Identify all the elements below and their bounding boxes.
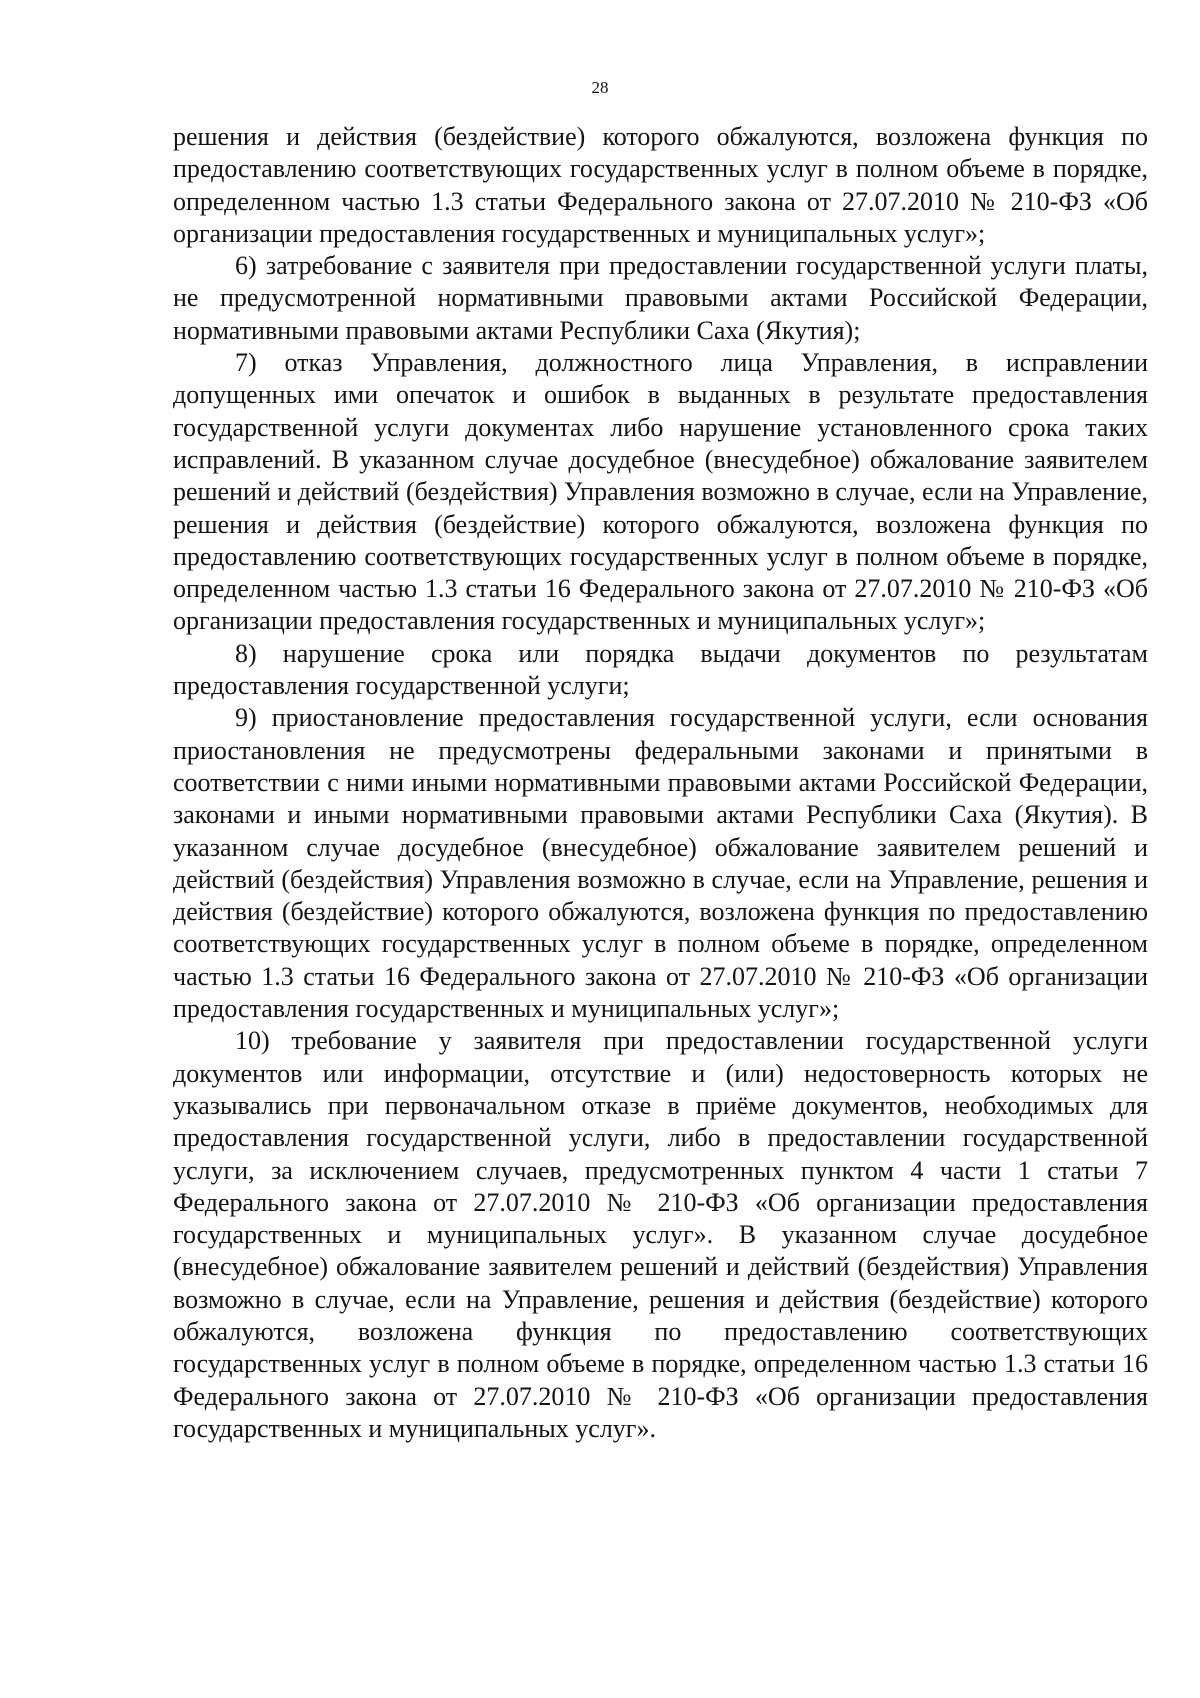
paragraph-item-10: 10) требование у заявителя при предоставлении государственной услуги документов или информации, отсутствие и (или) недостоверность которых не указывались при первоначальном отказе в приёме документов, необходимых для предоставления государственной услуги, либо в предоставлении государственной услуги, за исключением случаев, предусмотренных пунктом 4 части 1 статьи 7 Федерального закона от 27.07.2010 № 210-ФЗ «Об организации предоставления государственных и муниципальных услуг». В указанном случае досудебное (внесудебное) обжалование заявителем решений и действий (бездействия) Управления возможно в случае, если на Управление, решения и действия (бездействие) которого обжалуются, возложена функция по предоставлению соответствующих государственных услуг в полном объеме в порядке, определенном частью 1.3 статьи 16 Федерального закона от 27.07.2010 № 210-ФЗ «Об организации предоставления государственных и муниципальных услуг». [173, 1026, 1148, 1443]
paragraph-item-8: 8) нарушение срока или порядка выдачи документов по результатам предоставления государственной услуги; [173, 638, 1148, 701]
paragraph-continuation: решения и действия (бездействие) которого обжалуются, возложена функция по предоставлению соответствующих государственных услуг в полном объеме в порядке, определенном частью 1.3 статьи Федерального закона от 27.07.2010 № 210-ФЗ «Об организации предоставления государственных и муниципальных услуг»; [173, 122, 1148, 248]
paragraph-item-6: 6) затребование с заявителя при предоставлении государственной услуги платы, не предусмотренной нормативными правовыми актами Российской Федерации, нормативными правовыми актами Республики Саха (Якутия); [173, 251, 1148, 345]
document-body [173, 121, 1148, 1445]
paragraph-item-7: 7) отказ Управления, должностного лица Управления, в исправлении допущенных ими опечаток и ошибок в выданных в результате предоставления государственной услуги документах либо нарушение установленного срока таких исправлений. В указанном случае досудебное (внесудебное) обжалование заявителем решений и действий (бездействия) Управления возможно в случае, если на Управление, решения и действия (бездействие) которого обжалуются, возложена функция по предоставлению соответствующих государственных услуг в полном объеме в порядке, определенном частью 1.3 статьи 16 Федерального закона от 27.07.2010 № 210-ФЗ «Об организации предоставления государственных и муниципальных услуг»; [173, 348, 1148, 636]
paragraph-item-9: 9) приостановление предоставления государственной услуги, если основания приостановления не предусмотрены федеральными законами и принятыми в соответствии с ними иными нормативными правовыми актами Российской Федерации, законами и иными нормативными правовыми актами Республики Саха (Якутия). В указанном случае досудебное (внесудебное) обжалование заявителем решений и действий (бездействия) Управления возможно в случае, если на Управление, решения и действия (бездействие) которого обжалуются, возложена функция по предоставлению соответствующих государственных услуг в полном объеме в порядке, определенном частью 1.3 статьи 16 Федерального закона от 27.07.2010 № 210-ФЗ «Об организации предоставления государственных и муниципальных услуг»; [173, 703, 1148, 1024]
page-number: 28 [591, 78, 609, 97]
